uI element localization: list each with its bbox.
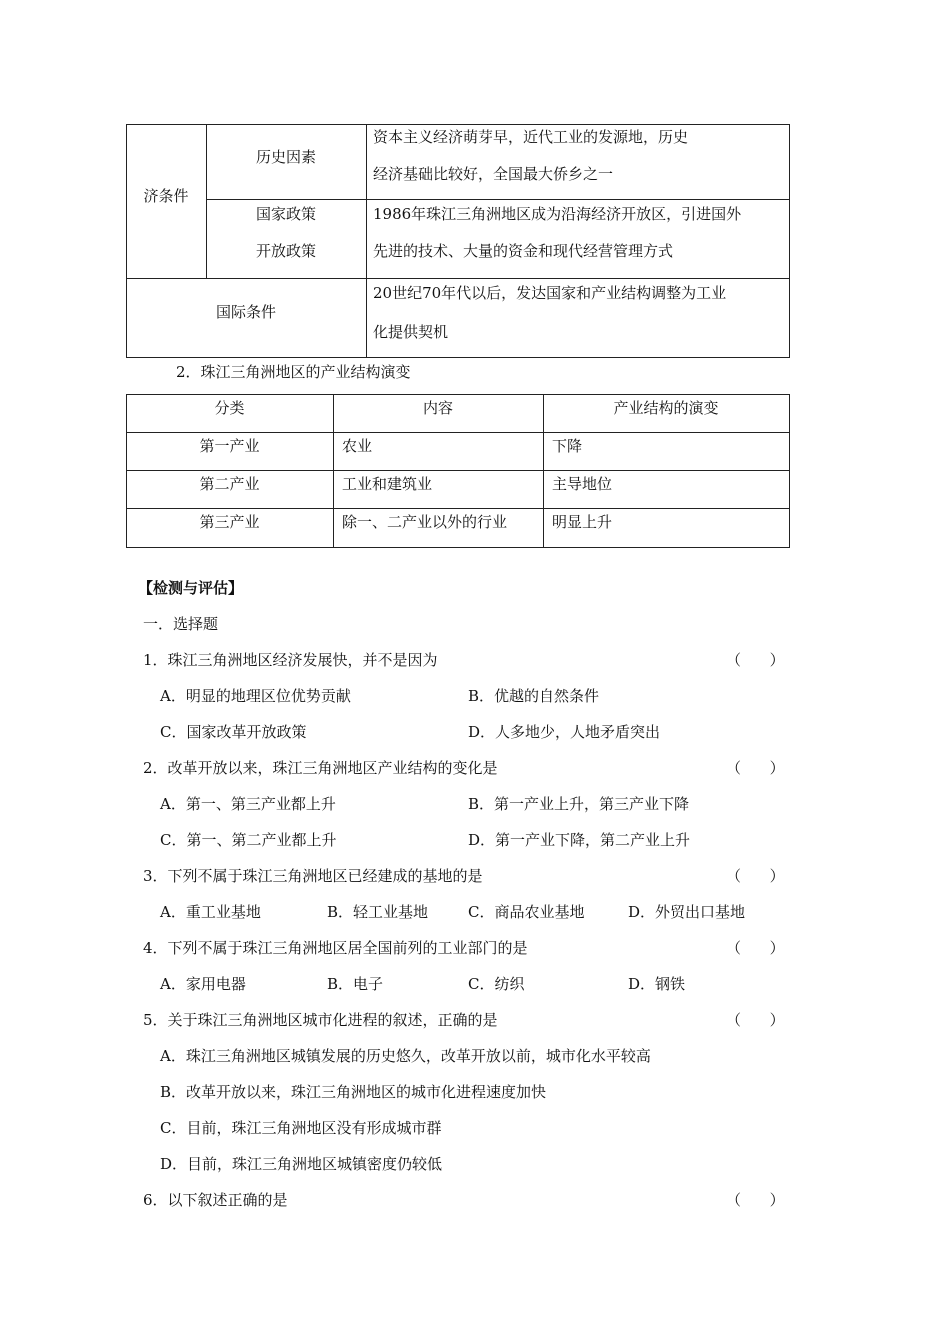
q3-option-a[interactable]: A．重工业基地 — [160, 903, 261, 921]
q5-option-a[interactable]: A．珠江三角洲地区城镇发展的历史悠久，改革开放以前，城市化水平较高 — [160, 1047, 651, 1065]
answer-blank-2[interactable]: （ ） — [726, 759, 785, 777]
row-label-history: 历史因素 — [255, 148, 316, 166]
row-label-policy-2: 开放政策 — [255, 242, 316, 260]
q1-option-c[interactable]: C．国家改革开放政策 — [160, 723, 307, 741]
q4-option-b[interactable]: B．电子 — [327, 975, 384, 993]
cell-secondary-category: 第二产业 — [199, 475, 260, 493]
answer-blank-3[interactable]: （ ） — [726, 867, 785, 885]
answer-blank-5[interactable]: （ ） — [726, 1011, 785, 1029]
q2-option-c[interactable]: C．第一、第二产业都上升 — [160, 831, 337, 849]
q1-option-b[interactable]: B．优越的自然条件 — [468, 687, 600, 705]
q3-option-d[interactable]: D．外贸出口基地 — [628, 903, 746, 921]
row-label-international: 国际条件 — [215, 303, 276, 321]
cell-primary-evolution: 下降 — [552, 437, 583, 455]
row-label-policy-1: 国家政策 — [255, 205, 316, 223]
q4-option-d[interactable]: D．钢铁 — [628, 975, 686, 993]
question-2: 2．改革开放以来，珠江三角洲地区产业结构的变化是 — [143, 759, 498, 777]
row-content-international-1: 20世纪70年代以后，发达国家和产业结构调整为工业 — [373, 284, 727, 302]
cell-secondary-content: 工业和建筑业 — [342, 475, 433, 493]
q1-option-d[interactable]: D．人多地少，人地矛盾突出 — [468, 723, 661, 741]
cell-primary-content: 农业 — [342, 437, 373, 455]
assessment-heading: 【检测与评估】 — [138, 579, 244, 597]
header-evolution: 产业结构的演变 — [613, 399, 719, 417]
row-content-international-2: 化提供契机 — [373, 323, 449, 341]
row-content-history-2: 经济基础比较好，全国最大侨乡之一 — [373, 165, 614, 183]
question-1: 1．珠江三角洲地区经济发展快，并不是因为 — [143, 651, 438, 669]
q3-option-c[interactable]: C．商品农业基地 — [468, 903, 585, 921]
q5-option-b[interactable]: B．改革开放以来，珠江三角洲地区的城市化进程速度加快 — [160, 1083, 547, 1101]
q2-option-a[interactable]: A．第一、第三产业都上升 — [160, 795, 336, 813]
q4-option-c[interactable]: C．纺织 — [468, 975, 525, 993]
q5-option-c[interactable]: C．目前，珠江三角洲地区没有形成城市群 — [160, 1119, 442, 1137]
answer-blank-1[interactable]: （ ） — [726, 651, 785, 669]
group-label: 济条件 — [143, 187, 189, 205]
q2-option-b[interactable]: B．第一产业上升，第三产业下降 — [468, 795, 690, 813]
cell-tertiary-evolution: 明显上升 — [552, 513, 613, 531]
answer-blank-6[interactable]: （ ） — [726, 1191, 785, 1209]
q4-option-a[interactable]: A．家用电器 — [160, 975, 246, 993]
question-5: 5．关于珠江三角洲地区城市化进程的叙述，正确的是 — [143, 1011, 498, 1029]
answer-blank-4[interactable]: （ ） — [726, 939, 785, 957]
q2-option-d[interactable]: D．第一产业下降，第二产业上升 — [468, 831, 691, 849]
question-6: 6．以下叙述正确的是 — [143, 1191, 288, 1209]
cell-tertiary-content: 除一、二产业以外的行业 — [342, 513, 508, 531]
header-content: 内容 — [422, 399, 453, 417]
cell-primary-category: 第一产业 — [199, 437, 260, 455]
row-content-policy-1: 1986年珠江三角洲地区成为沿海经济开放区，引进国外 — [373, 205, 742, 223]
question-3: 3．下列不属于珠江三角洲地区已经建成的基地的是 — [143, 867, 483, 885]
q5-option-d[interactable]: D．目前，珠江三角洲地区城镇密度仍较低 — [160, 1155, 443, 1173]
cell-tertiary-category: 第三产业 — [199, 513, 260, 531]
choice-heading: 一．选择题 — [143, 615, 219, 633]
row-content-policy-2: 先进的技术、大量的资金和现代经营管理方式 — [373, 242, 674, 260]
q1-option-a[interactable]: A．明显的地理区位优势贡献 — [160, 687, 351, 705]
section-title-industry: 2．珠江三角洲地区的产业结构演变 — [176, 363, 411, 381]
row-content-history-1: 资本主义经济萌芽早，近代工业的发源地，历史 — [373, 128, 689, 146]
question-4: 4．下列不属于珠江三角洲地区居全国前列的工业部门的是 — [143, 939, 528, 957]
cell-secondary-evolution: 主导地位 — [552, 475, 613, 493]
header-category: 分类 — [214, 399, 245, 417]
q3-option-b[interactable]: B．轻工业基地 — [327, 903, 429, 921]
